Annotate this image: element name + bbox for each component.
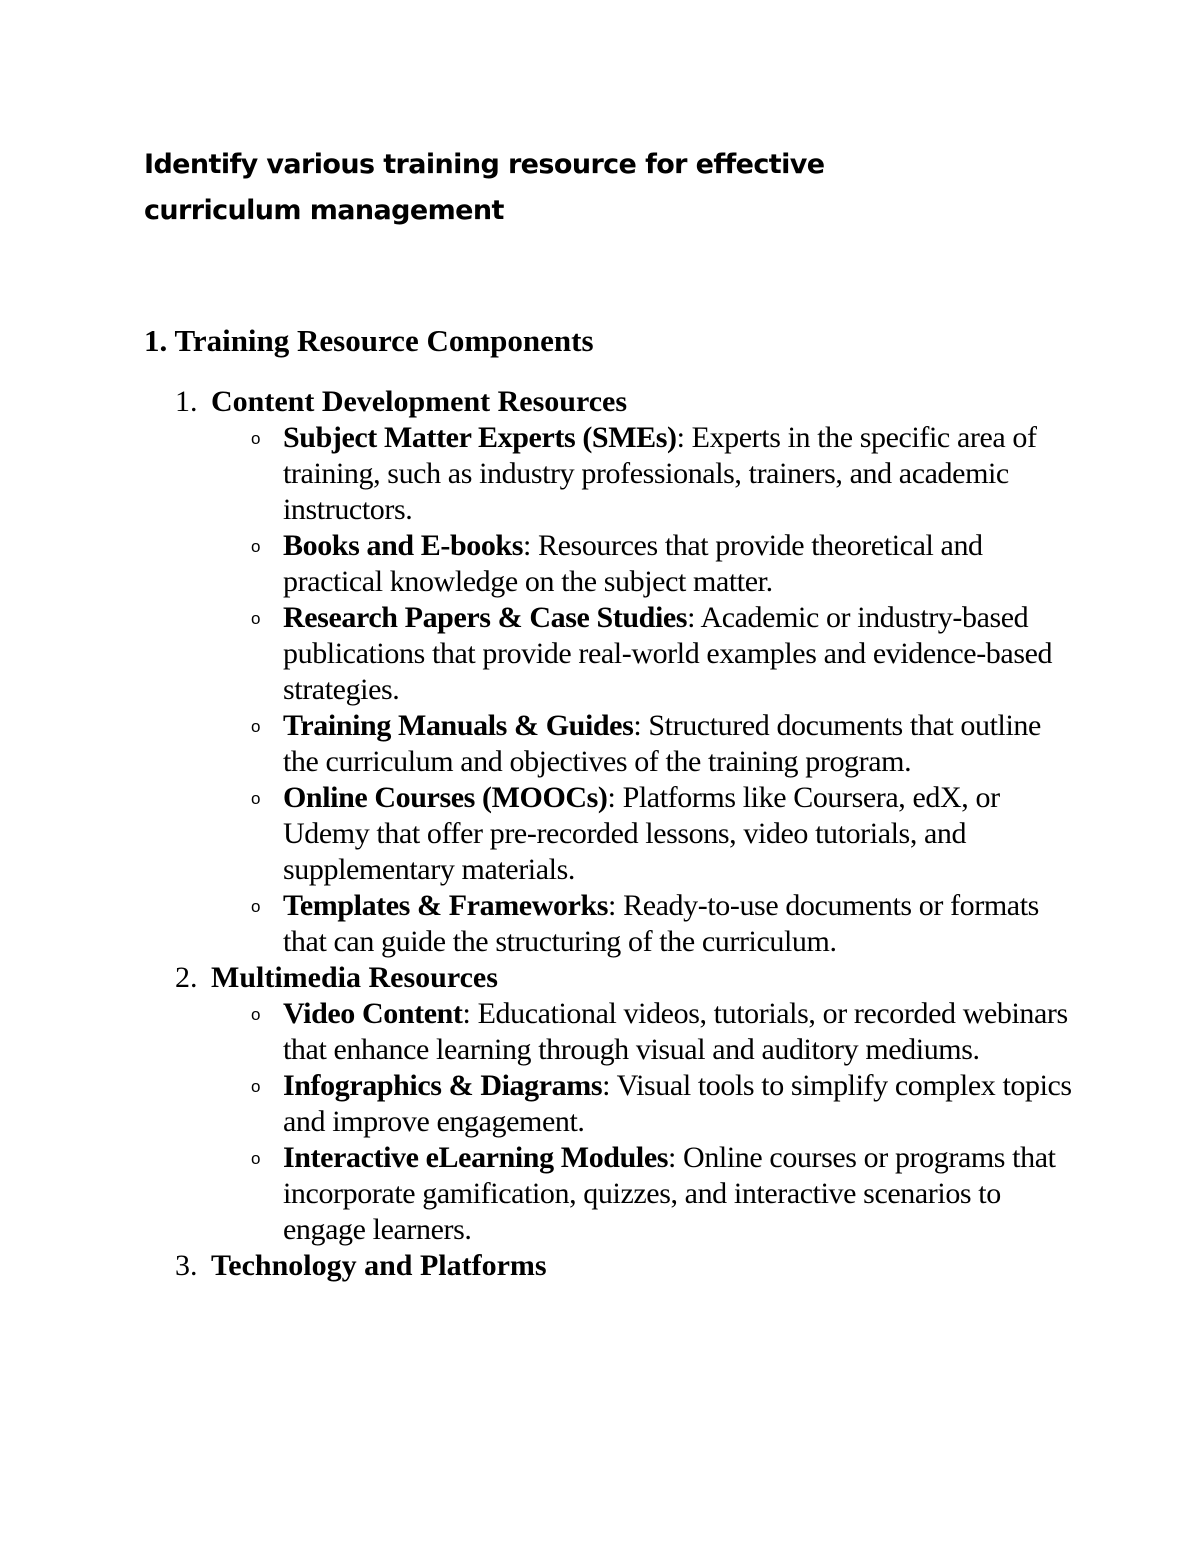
item-description: : Platforms like Coursera, edX, or Udemy that offer pre-recorded lessons, video tutorials, and supplementary materials. [283,781,1000,886]
category-label: Technology and Platforms [211,1249,547,1282]
item-description: : Resources that provide theoretical and practical knowledge on the subject matter. [283,529,983,598]
item-description: : Educational videos, tutorials, or recorded webinars that enhance learning through visual and auditory mediums. [283,997,1068,1066]
list-item [175,780,1075,888]
item-term: Subject Matter Experts (SMEs) [283,421,677,454]
list-item [175,996,1075,1068]
item-term: Video Content [283,997,463,1030]
circle-bullet-icon: o [251,1077,261,1096]
circle-bullet-icon: o [251,789,261,808]
list-item [175,708,1075,780]
category-technology-platforms [175,1248,1075,1284]
resource-item-list [175,996,1075,1248]
list-item [175,528,1075,600]
list-item [175,420,1075,528]
circle-bullet-icon: o [251,1005,261,1024]
item-term: Infographics & Diagrams [283,1069,603,1102]
item-description: : Online courses or programs that incorporate gamification, quizzes, and interactive scenarios to engage learners. [283,1141,1056,1246]
category-label: Multimedia Resources [211,961,498,994]
circle-bullet-icon: o [251,1149,261,1168]
list-item [175,1140,1075,1248]
item-term: Books and E-books [283,529,523,562]
item-description: : Ready-to-use documents or formats that can guide the structuring of the curriculum. [283,889,1039,958]
resource-category-list [175,384,1075,1284]
circle-bullet-icon: o [251,537,261,556]
circle-bullet-icon: o [251,717,261,736]
item-term: Templates & Frameworks [283,889,609,922]
list-item [175,888,1075,960]
category-number: 2. [175,961,198,994]
category-number: 3. [175,1249,198,1282]
item-term: Online Courses (MOOCs) [283,781,608,814]
item-description: : Experts in the specific area of training, such as industry professionals, trainers, and academic instructors. [283,421,1037,526]
category-content-development [175,384,1075,960]
list-item [175,1068,1075,1140]
category-multimedia [175,960,1075,1248]
item-description: : Structured documents that outline the curriculum and objectives of the training program. [283,709,1041,778]
resource-item-list [175,420,1075,960]
section-heading: 1. Training Resource Components [144,323,594,358]
circle-bullet-icon: o [251,609,261,628]
category-number: 1. [175,385,198,418]
category-label: Content Development Resources [211,385,628,418]
page-title: Identify various training resource for effective curriculum management [144,149,825,226]
item-description: : Academic or industry-based publications that provide real-world examples and evidence-based strategies. [283,601,1053,706]
item-description: : Visual tools to simplify complex topics and improve engagement. [283,1069,1072,1138]
item-term: Research Papers & Case Studies [283,601,688,634]
list-item [175,600,1075,708]
item-term: Training Manuals & Guides [283,709,634,742]
circle-bullet-icon: o [251,897,261,916]
item-term: Interactive eLearning Modules [283,1141,669,1174]
circle-bullet-icon: o [251,429,261,448]
